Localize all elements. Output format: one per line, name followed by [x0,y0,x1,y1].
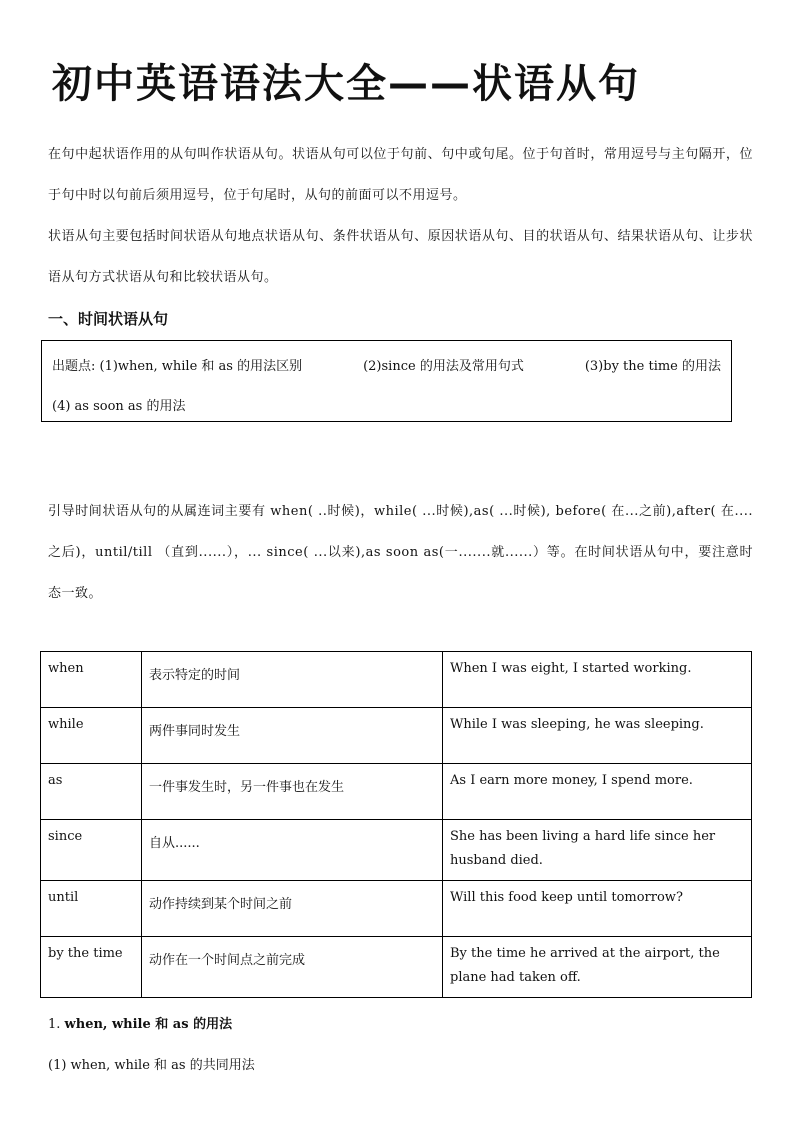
table-cell-example: While I was sleeping, he was sleeping. [443,708,752,764]
section-heading: 一、时间状语从句 [48,310,169,328]
table-cell-example: When I was eight, I started working. [443,652,752,708]
table-cell-example: She has been living a hard life since her husband died. [443,820,752,881]
table-cell-word: since [41,820,142,881]
exam-points-box [41,340,732,422]
table-cell-word: when [41,652,142,708]
table-cell-meaning: 一件事发生时，另一件事也在发生 [142,764,443,820]
exam-point-3: (3)by the time 的用法 [584,359,721,374]
subheading-1-text: when, while 和 as 的用法 [64,1017,233,1032]
page-title: 初中英语语法大全——状语从句 [52,61,640,107]
conjunctions-paragraph: 引导时间状语从句的从属连词主要有 when( ..时候)，while( ...时候),as( ...时候), before( 在...之前),after( 在....之后)，until/till （直到......），... since( ...以来),as soon as(一.......就......）等。在时间状语从句中，要注意时态一致。 [48,504,753,601]
table-row [41,881,752,937]
table-cell-word: while [41,708,142,764]
table-cell-meaning: 两件事同时发生 [142,708,443,764]
table-cell-word: by the time [41,937,142,998]
exam-point-4: (4) as soon as 的用法 [52,399,186,414]
table-cell-meaning: 自从...... [142,820,443,881]
table-row [41,937,752,998]
table-cell-meaning: 动作持续到某个时间之前 [142,881,443,937]
table-cell-meaning: 表示特定的时间 [142,652,443,708]
exam-point-1: 出题点: (1)when, while 和 as 的用法区别 [52,359,303,374]
table-row [41,652,752,708]
table-row [41,708,752,764]
table-row [41,820,752,881]
table-cell-word: until [41,881,142,937]
exam-point-2: (2)since 的用法及常用句式 [363,359,524,374]
intro-paragraph-2: 状语从句主要包括时间状语从句地点状语从句、条件状语从句、原因状语从句、目的状语从句、结果状语从句、让步状语从句方式状语从句和比较状语从句。 [48,229,753,285]
table-cell-example: Will this food keep until tomorrow? [443,881,752,937]
table-row [41,764,752,820]
intro-paragraph-1: 在句中起状语作用的从句叫作状语从句。状语从句可以位于句前、句中或句尾。位于句首时，常用逗号与主句隔开，位于句中时以句前后须用逗号，位于句尾时，从句的前面可以不用逗号。 [48,147,753,203]
subheading-1 [48,1013,232,1032]
conjunction-table [40,651,752,998]
table-cell-example: As I earn more money, I spend more. [443,764,752,820]
table-cell-meaning: 动作在一个时间点之前完成 [142,937,443,998]
table-cell-example: By the time he arrived at the airport, the plane had taken off. [443,937,752,998]
subheading-2: (1) when, while 和 as 的共同用法 [48,1058,255,1073]
subheading-1-number: 1. [48,1017,61,1032]
table-cell-word: as [41,764,142,820]
